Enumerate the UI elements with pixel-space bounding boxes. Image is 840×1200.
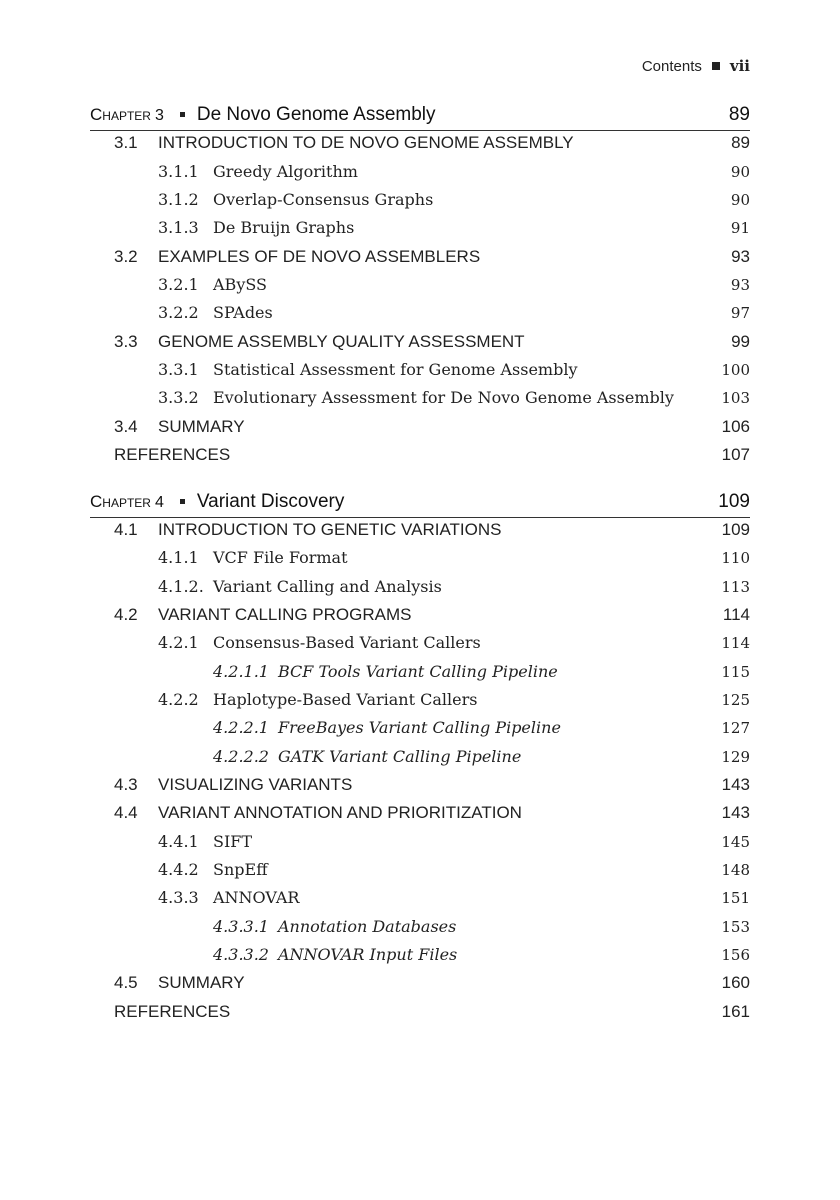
chapter-title: De Novo Genome Assembly xyxy=(196,104,436,125)
entry-title: INTRODUCTION TO DE NOVO GENOME ASSEMBLY xyxy=(158,133,574,152)
toc-entry[interactable] xyxy=(90,360,750,379)
entry-page: 107 xyxy=(721,445,750,464)
chapter-number: 4 xyxy=(154,494,164,511)
entry-title: INTRODUCTION TO GENETIC VARIATIONS xyxy=(158,520,502,539)
entry-number: 3.2.1 xyxy=(158,275,199,294)
entry-page: 93 xyxy=(730,276,750,294)
entry-number: 3.1.3 xyxy=(158,218,199,237)
entry-title: REFERENCES xyxy=(114,445,231,464)
entry-title: Consensus-Based Variant Callers xyxy=(213,633,481,652)
entry-page: 99 xyxy=(731,332,750,351)
chapter-word: Chapter xyxy=(90,492,151,511)
entry-title: De Bruijn Graphs xyxy=(213,218,355,237)
entry-number: 4.3.3.2 xyxy=(213,945,269,964)
page-number: vii xyxy=(729,57,750,75)
entry-number: 3.3.2 xyxy=(158,388,199,407)
toc-entry[interactable] xyxy=(90,247,750,267)
entry-page: 109 xyxy=(721,520,750,539)
entry-title: ANNOVAR xyxy=(213,888,300,907)
toc-entry[interactable] xyxy=(90,275,750,294)
toc-entry[interactable] xyxy=(90,973,750,993)
toc-entry[interactable] xyxy=(90,917,750,936)
entry-number: 4.2.1 xyxy=(158,633,199,652)
entry-title: Annotation Databases xyxy=(278,917,457,936)
entry-number: 3.3.1 xyxy=(158,360,199,379)
entry-page: 129 xyxy=(721,748,750,766)
entry-title: FreeBayes Variant Calling Pipeline xyxy=(278,718,561,737)
entry-number: 4.3.3.1 xyxy=(213,917,269,936)
toc-entry[interactable] xyxy=(90,832,750,851)
entry-title: Variant Calling and Analysis xyxy=(213,577,442,596)
entry-page: 143 xyxy=(721,775,750,794)
entry-page: 97 xyxy=(730,304,750,322)
entry-number: 4.2.2.2 xyxy=(213,747,269,766)
entry-title: SnpEff xyxy=(213,860,268,879)
entry-title: BCF Tools Variant Calling Pipeline xyxy=(278,662,558,681)
entry-number: 4.2.2.1 xyxy=(213,718,269,737)
toc-entry[interactable] xyxy=(90,690,750,709)
square-bullet-icon xyxy=(180,499,185,504)
entry-number: 3.2.2 xyxy=(158,303,199,322)
entry-number: 4.4 xyxy=(114,803,138,822)
entry-page: 100 xyxy=(721,361,750,379)
entry-page: 90 xyxy=(730,163,750,181)
entry-title: GATK Variant Calling Pipeline xyxy=(278,747,522,766)
entry-title: Statistical Assessment for Genome Assembly xyxy=(213,360,578,379)
entry-number: 4.3 xyxy=(114,775,138,794)
entry-number: 4.2 xyxy=(114,605,138,624)
entry-page: 160 xyxy=(721,973,750,992)
entry-number: 4.1 xyxy=(114,520,138,539)
entry-title: Greedy Algorithm xyxy=(213,162,358,181)
entry-page: 156 xyxy=(721,946,750,964)
entry-page: 90 xyxy=(730,191,750,209)
entry-number: 3.1.1 xyxy=(158,162,199,181)
entry-page: 106 xyxy=(721,417,750,436)
entry-page: 151 xyxy=(721,889,750,907)
entry-title: ANNOVAR Input Files xyxy=(278,945,458,964)
entry-title: VISUALIZING VARIANTS xyxy=(158,775,353,794)
toc-entry[interactable] xyxy=(90,162,750,181)
entry-title: VARIANT ANNOTATION AND PRIORITIZATION xyxy=(158,803,522,822)
references-entry[interactable] xyxy=(90,1002,750,1022)
toc-entry[interactable] xyxy=(90,662,750,681)
entry-page: 93 xyxy=(731,247,750,266)
chapter-heading[interactable] xyxy=(90,104,750,131)
entry-title: VCF File Format xyxy=(213,548,348,567)
references-entry[interactable] xyxy=(90,445,750,465)
toc-entry[interactable] xyxy=(90,718,750,737)
entry-title: SIFT xyxy=(213,832,253,851)
entry-title: EXAMPLES OF DE NOVO ASSEMBLERS xyxy=(158,247,481,266)
entry-number: 4.4.1 xyxy=(158,832,199,851)
chapter-number: 3 xyxy=(154,107,164,124)
entry-title: SUMMARY xyxy=(158,417,245,436)
running-head xyxy=(642,57,750,75)
entry-title: VARIANT CALLING PROGRAMS xyxy=(158,605,412,624)
toc-entry[interactable] xyxy=(90,605,750,625)
entry-number: 4.1.2. xyxy=(158,577,204,596)
toc-entry[interactable] xyxy=(90,303,750,322)
chapter-page: 109 xyxy=(718,491,750,512)
toc-entry[interactable] xyxy=(90,945,750,964)
entry-title: Evolutionary Assessment for De Novo Genome Assembly xyxy=(213,388,674,407)
entry-number: 3.4 xyxy=(114,417,138,436)
toc-entry[interactable] xyxy=(90,548,750,567)
entry-number: 3.1 xyxy=(114,133,138,152)
entry-number: 4.5 xyxy=(114,973,138,992)
toc-entry[interactable] xyxy=(90,332,750,352)
toc-entry[interactable] xyxy=(90,860,750,879)
running-head-label: Contents xyxy=(641,57,702,75)
entry-page: 153 xyxy=(721,918,750,936)
entry-title: REFERENCES xyxy=(114,1002,231,1021)
entry-number: 4.3.3 xyxy=(158,888,199,907)
toc-entry[interactable] xyxy=(90,417,750,437)
toc-entry[interactable] xyxy=(90,190,750,209)
toc-entry[interactable] xyxy=(90,803,750,823)
entry-number: 3.1.2 xyxy=(158,190,199,209)
entry-page: 114 xyxy=(721,634,750,652)
entry-page: 145 xyxy=(721,833,750,851)
entry-page: 125 xyxy=(721,691,750,709)
entry-title: Haplotype-Based Variant Callers xyxy=(213,690,478,709)
entry-page: 91 xyxy=(730,219,750,237)
toc-entry[interactable] xyxy=(90,888,750,907)
square-bullet-icon xyxy=(180,112,185,117)
entry-page: 114 xyxy=(722,605,750,624)
entry-number: 4.4.2 xyxy=(158,860,199,879)
entry-title: SPAdes xyxy=(213,303,273,322)
chapter-heading[interactable] xyxy=(90,491,750,518)
toc-entry[interactable] xyxy=(90,520,750,540)
square-bullet-icon xyxy=(712,62,720,70)
entry-title: ABySS xyxy=(213,275,267,294)
toc-entry[interactable] xyxy=(90,388,750,407)
chapter-page: 89 xyxy=(728,104,750,125)
entry-page: 115 xyxy=(721,663,750,681)
entry-page: 127 xyxy=(721,719,750,737)
entry-number: 3.3 xyxy=(114,332,138,351)
entry-number: 4.2.2 xyxy=(158,690,199,709)
entry-page: 113 xyxy=(721,578,750,596)
toc-entry[interactable] xyxy=(90,133,750,153)
entry-page: 161 xyxy=(721,1002,750,1021)
entry-page: 103 xyxy=(721,389,750,407)
entry-number: 4.1.1 xyxy=(158,548,199,567)
entry-number: 3.2 xyxy=(114,247,138,266)
entry-page: 143 xyxy=(721,803,750,822)
entry-number: 4.2.1.1 xyxy=(213,662,269,681)
entry-page: 89 xyxy=(731,133,750,152)
entry-title: SUMMARY xyxy=(158,973,245,992)
toc-entry[interactable] xyxy=(90,775,750,795)
entry-page: 148 xyxy=(721,861,750,879)
entry-title: Overlap-Consensus Graphs xyxy=(213,190,434,209)
toc-entry[interactable] xyxy=(90,633,750,652)
entry-page: 110 xyxy=(721,549,750,567)
entry-title: GENOME ASSEMBLY QUALITY ASSESSMENT xyxy=(158,332,525,351)
chapter-title: Variant Discovery xyxy=(196,491,345,512)
chapter-word: Chapter xyxy=(90,105,151,124)
toc-entry[interactable] xyxy=(90,747,750,766)
toc-entry[interactable] xyxy=(90,577,750,596)
toc-entry[interactable] xyxy=(90,218,750,237)
